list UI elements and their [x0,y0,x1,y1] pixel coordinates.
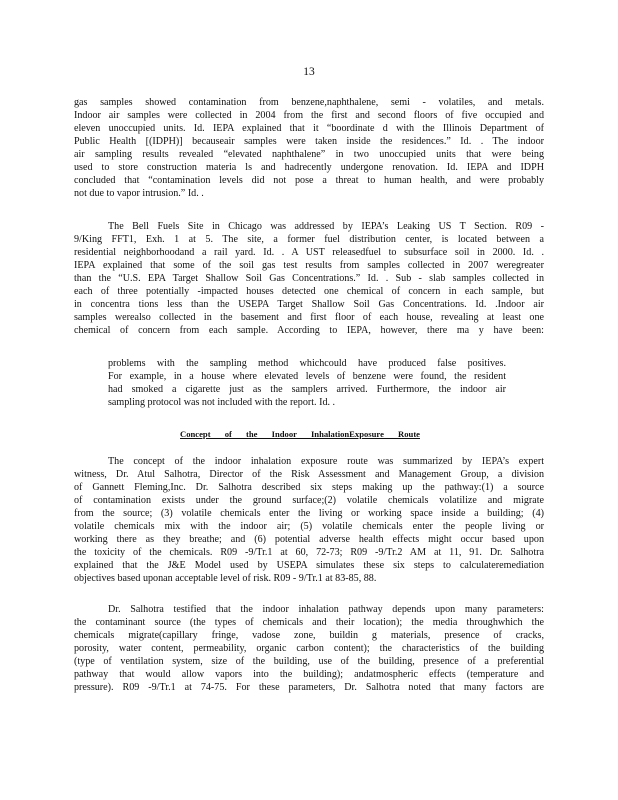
paragraph-4-line: porosity, water content, permeability, organic carbon content); the characteristics of the building [74,643,544,654]
paragraph-3-line: of Gannett Fleming,Inc. Dr. Salhotra described six steps making up the pathway:(1) a source [74,482,544,493]
block-quote-line: sampling protocol was not included with the report. Id. . [108,397,336,408]
paragraph-3-line: witness, Dr. Atul Salhotra, Director of the Risk Assessment and Management Group, a division [74,469,544,480]
paragraph-2-line: chemical of concern from each sample. According to IEPA, however, there ma y have been: [74,325,544,336]
paragraph-2-line: 9/King FFT1, Exh. 1 at 5. The site, a former fuel distribution center, is located between a [74,234,544,245]
paragraph-2-line: each of three potentially -impacted houses detected one chemical of concern in each sample, but [74,286,544,297]
paragraph-1-line: concluded that “contamination levels did not pose a threat to human health, and were probably [74,175,544,186]
paragraph-3-line: explained that the J&E Model used by USEPA simulates these six steps to calculateremediation [74,560,544,571]
paragraph-2-line: residential neighborhoodand a rail yard. Id. . A UST releasedfuel to subsurface soil in 2000. Id. . [74,247,544,258]
block-quote-line: For example, in a house where elevated levels of benzene were found, the resident [108,371,506,382]
paragraph-3-line: working there as they breathe; and (6) potential adverse health effects might occur based upon [74,534,544,545]
paragraph-2-line: samples werealso collected in the basement and first floor of each house, revealing at least one [74,312,544,323]
paragraph-1-line: Public Health [(IDPH)] becauseair samples were taken inside the residences.” Id. . The indoor [74,136,544,147]
paragraph-2-line: than the “U.S. EPA Target Shallow Soil Gas Concentrations.” Id. . Sub - slab samples collected in [74,273,544,284]
paragraph-2-line: IEPA explained that some of the soil gas test results from samples collected in 2007 weregreater [74,260,544,271]
page-number: 13 [303,66,315,78]
paragraph-4-line: chemicals migrate(capillary fringe, vadose zone, buildin g materials, presence of cracks, [74,630,544,641]
paragraph-3-line: from the source; (3) volatile chemicals enter the living or working space inside a building; (4) [74,508,544,519]
paragraph-2-line: in concentra tions less than the USEPA Target Shallow Soil Gas Concentrations. Id. .Indoor air [74,299,544,310]
paragraph-2-line: The Bell Fuels Site in Chicago was addressed by IEPA’s Leaking US T Section. R09 - [108,221,544,232]
paragraph-1-line: Indoor air samples were collected in 2004 from the first and second floors of five occupied and [74,110,544,121]
paragraph-4-line: pressure). R09 -9/Tr.1 at 74-75. For these parameters, Dr. Salhotra noted that many factors are [74,682,544,693]
paragraph-1-line: used to store construction materia ls and hadrecently undergone renovation. Id. IEPA and IDPH [74,162,544,173]
block-quote-line: problems with the sampling method whichcould have produced false positives. [108,358,506,369]
paragraph-3-line: volatile chemicals mix with the indoor air; (5) volatile chemicals enter the people living or [74,521,544,532]
paragraph-1-line: eleven unoccupied units. Id. IEPA explained that it “boordinate d with the Illinois Department of [74,123,544,134]
paragraph-4-line: the contaminant source (the types of chemicals and their location); the media throughwhich the [74,617,544,628]
paragraph-4-line: pathway that would allow vapors into the building); andatmospheric effects (temperature and [74,669,544,680]
paragraph-3-line: objectives based uponan acceptable level of risk. R09 - 9/Tr.1 at 83-85, 88. [74,573,377,584]
paragraph-4-line: Dr. Salhotra testified that the indoor inhalation pathway depends upon many parameters: [108,604,544,615]
paragraph-3-line: the toxicity of the chemicals. R09 -9/Tr.1 at 60, 72-73; R09 -9/Tr.2 AM at 11, 91. Dr. Salhotra [74,547,544,558]
paragraph-1-line: not due to vapor intrusion.” Id. . [74,188,204,199]
paragraph-3-line: The concept of the indoor inhalation exposure route was summarized by IEPA’s expert [108,456,544,467]
paragraph-3-line: of contamination exists under the ground surface;(2) volatile chemicals volatilize and migrate [74,495,544,506]
section-heading: Concept of the Indoor InhalationExposure Route [180,429,420,439]
paragraph-1-line: gas samples showed contamination from benzene,naphthalene, semi - volatiles, and metals. [74,97,544,108]
paragraph-1-line: air sampling results revealed “elevated naphthalene” in two unoccupied units that were being [74,149,544,160]
paragraph-4-line: (type of ventilation system, size of the building, use of the building, presence of a preferential [74,656,544,667]
block-quote-line: had smoked a cigarette just as the samplers arrived. Furthermore, the indoor air [108,384,506,395]
